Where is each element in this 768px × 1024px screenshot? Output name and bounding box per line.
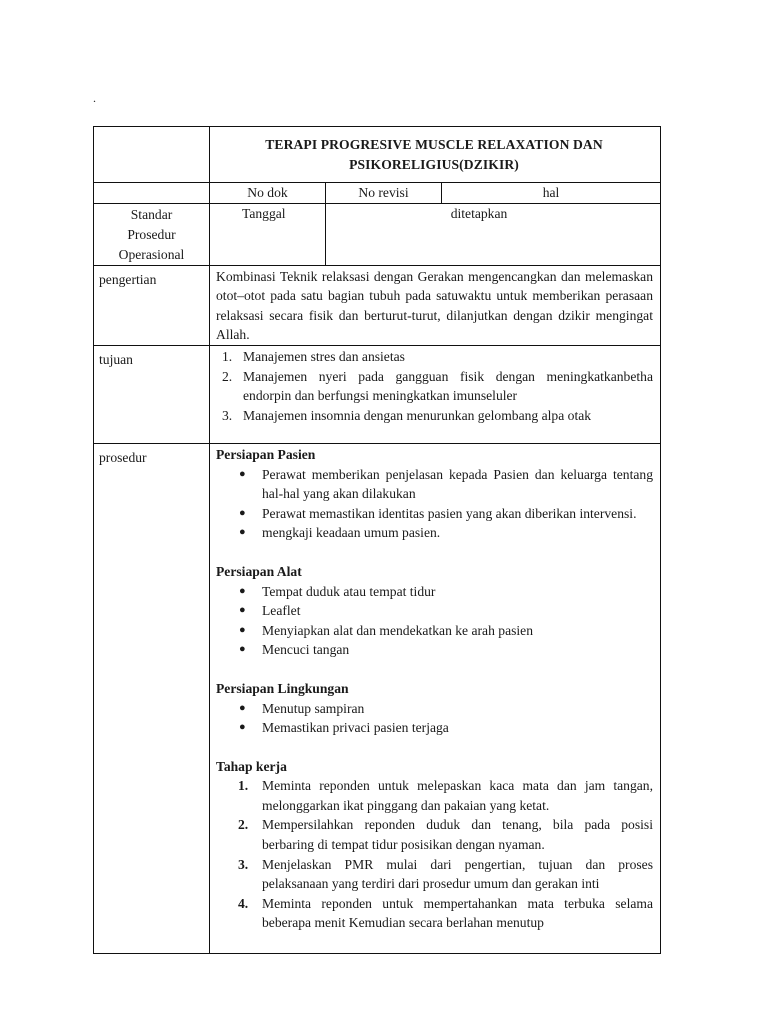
bullet-icon: ● [239, 506, 246, 519]
list-item: ● Leaflet [216, 601, 653, 621]
stray-dot: . [93, 91, 96, 105]
hal-label: hal [442, 183, 661, 204]
pengertian-label: pengertian [94, 265, 210, 345]
list-item: 3. Menjelaskan PMR mulai dari pengertian, tujuan dan proses pelaksanaan yang terdiri dari prosedur umum dan gerakan inti [238, 856, 653, 892]
list-item: 1. Meminta reponden untuk melepaskan kaca mata dan jam tangan, melonggarkan ikat pinggang dan pakaian yang ketat. [238, 778, 653, 813]
list-item: ● Menyiapkan alat dan mendekatkan ke arah pasien [216, 621, 653, 641]
section-heading-persiapan-alat: Persiapan Alat [216, 563, 302, 579]
sop-label-line-2: Prosedur [127, 226, 176, 242]
sop-label [94, 203, 210, 265]
sop-table [93, 126, 661, 954]
list-item: ● Perawat memberikan penjelasan kepada Pasien dan keluarga tentang hal-hal yang akan dilakukan [239, 466, 653, 502]
list-item: 4. Meminta reponden untuk mempertahankan mata terbuka selama beberapa menit Kemudian secara berlahan menutup [238, 895, 653, 931]
no-dok-label: No dok [210, 183, 326, 204]
tujuan-label: tujuan [94, 345, 210, 443]
bullet-icon: ● [239, 467, 246, 480]
list-item: 3. Manajemen insomnia dengan menurunkan gelombang alpa otak [222, 407, 592, 423]
list-item: ● Mencuci tangan [216, 640, 653, 660]
list-item: ● mengkaji keadaan umum pasien. [216, 523, 653, 543]
sop-label-line-3: Operasional [118, 246, 185, 262]
persiapan-lingkungan-list [216, 699, 653, 738]
list-item: 2. Mempersilahkan reponden duduk dan tenang, bila pada posisi berbaring di tempat tidur posisikan dengan nyaman. [238, 817, 653, 853]
section-heading-persiapan-lingkungan: Persiapan Lingkungan [216, 680, 349, 696]
ditetapkan-label: ditetapkan [326, 203, 661, 265]
tujuan-list [216, 347, 653, 425]
tanggal-label: Tanggal [210, 203, 326, 265]
sop-label-line-1: Standar [130, 206, 173, 222]
prosedur-label: prosedur [94, 443, 210, 953]
bullet-icon: ● [239, 643, 246, 656]
list-item: ● Memastikan privaci pasien terjaga [216, 718, 653, 738]
section-heading-persiapan-pasien: Persiapan Pasien [216, 446, 316, 462]
bullet-icon: ● [239, 701, 246, 714]
pengertian-text: Kombinasi Teknik relaksasi dengan Gerakan mengencangkan dan melemaskan otot–otot pada satu bagian tubuh pada satuwaktu untuk memberikan perasaan relaksasi secara fisik dan berturut-turut, dilanjutkan dengan dzikir mengingat Allah. [210, 265, 661, 345]
list-item: ● Perawat memastikan identitas pasien yang akan diberikan intervensi. [216, 504, 653, 524]
list-item: ● Tempat duduk atau tempat tidur [216, 582, 653, 602]
bullet-icon: ● [239, 526, 246, 539]
bullet-icon: ● [239, 584, 246, 597]
meta-blank [94, 183, 210, 204]
bullet-icon: ● [239, 604, 246, 617]
tahap-kerja-list [216, 776, 653, 933]
no-revisi-label: No revisi [326, 183, 442, 204]
bullet-icon: ● [239, 623, 246, 636]
list-item: 2. Manajemen nyeri pada gangguan fisik dengan meningkatkanbetha endorpin dan berfungsi meningkatkan imunseluler [222, 368, 653, 404]
list-item: ● Menutup sampiran [216, 699, 653, 719]
document-title: TERAPI PROGRESIVE MUSCLE RELAXATION DAN PSIKORELIGIUS(DZIKIR) [210, 127, 661, 183]
persiapan-pasien-list [216, 465, 653, 543]
logo-cell [94, 127, 210, 183]
list-item: 1. Manajemen stres dan ansietas [222, 348, 405, 364]
bullet-icon: ● [239, 721, 246, 734]
persiapan-alat-list [216, 582, 653, 660]
tujuan-content [210, 345, 661, 443]
prosedur-content [210, 443, 661, 953]
section-heading-tahap-kerja: Tahap kerja [216, 758, 287, 774]
